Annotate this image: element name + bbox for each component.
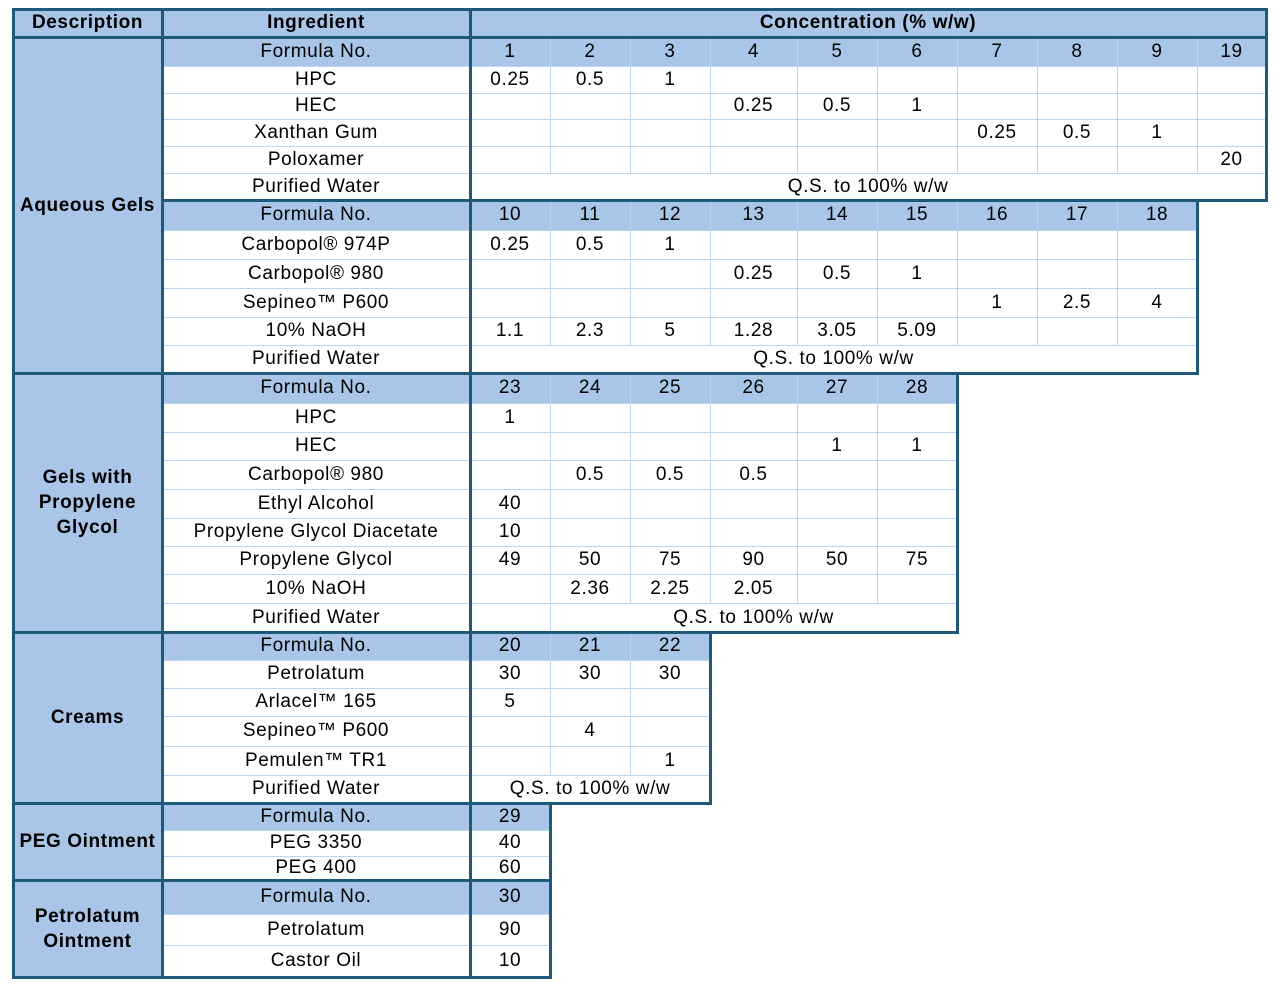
- column-gridline: [797, 373, 798, 603]
- header-ingredient: Ingredient: [162, 9, 470, 37]
- formula-number: 7: [957, 37, 1037, 66]
- row-gridline: [162, 403, 957, 404]
- section-description: Gels with Propylene Glycol: [13, 373, 162, 632]
- concentration-value: 1.1: [470, 317, 550, 345]
- block-border: [956, 372, 959, 633]
- column-gridline: [1117, 200, 1118, 345]
- concentration-value: 50: [550, 546, 630, 574]
- ingredient-name: Purified Water: [162, 603, 470, 632]
- formula-label: Formula No.: [162, 37, 470, 66]
- formula-number: 19: [1197, 37, 1266, 66]
- ingredient-name: Castor Oil: [162, 945, 470, 977]
- concentration-value: 90: [470, 914, 550, 945]
- concentration-value: [957, 93, 1037, 119]
- concentration-value: 0.25: [710, 259, 797, 288]
- row-gridline: [162, 259, 1197, 260]
- concentration-value: [877, 66, 957, 93]
- section-border: [13, 631, 163, 634]
- qs-text: Q.S. to 100% w/w: [470, 775, 710, 803]
- concentration-value: 2.05: [710, 574, 797, 603]
- block-border: [162, 631, 712, 634]
- header-description: Description: [13, 9, 162, 37]
- formula-number: 28: [877, 373, 957, 403]
- concentration-value: [710, 518, 797, 546]
- concentration-value: [957, 66, 1037, 93]
- formula-label: Formula No.: [162, 632, 470, 660]
- concentration-value: [550, 489, 630, 518]
- column-gridline: [797, 37, 798, 173]
- concentration-value: [550, 119, 630, 146]
- column-gridline: [877, 200, 878, 345]
- concentration-value: 0.5: [630, 460, 710, 489]
- column-gridline: [550, 200, 551, 345]
- concentration-value: [797, 574, 877, 603]
- formula-number: 11: [550, 200, 630, 230]
- column-border: [469, 8, 472, 979]
- concentration-value: [630, 146, 710, 173]
- formula-number: 23: [470, 373, 550, 403]
- concentration-value: [1117, 317, 1197, 345]
- concentration-value: [797, 66, 877, 93]
- block-border: [549, 802, 552, 881]
- concentration-value: [630, 716, 710, 746]
- concentration-value: 0.5: [550, 66, 630, 93]
- column-gridline: [550, 37, 551, 173]
- formula-number: 3: [630, 37, 710, 66]
- concentration-value: [470, 574, 550, 603]
- concentration-value: [550, 518, 630, 546]
- column-gridline: [797, 200, 798, 345]
- formula-number: 13: [710, 200, 797, 230]
- section-border: [13, 879, 163, 882]
- concentration-value: [630, 489, 710, 518]
- concentration-value: [710, 230, 797, 259]
- row-gridline: [162, 775, 710, 776]
- column-gridline: [710, 200, 711, 345]
- concentration-value: 0.25: [710, 93, 797, 119]
- formula-number: 30: [470, 880, 550, 914]
- outer-border: [13, 8, 1267, 11]
- concentration-value: [1117, 66, 1197, 93]
- concentration-value: [470, 146, 550, 173]
- concentration-value: 0.5: [710, 460, 797, 489]
- column-gridline: [630, 200, 631, 345]
- concentration-value: 0.5: [797, 259, 877, 288]
- block-border: [549, 879, 552, 978]
- concentration-value: [797, 288, 877, 317]
- column-gridline: [1117, 37, 1118, 173]
- formula-label: Formula No.: [162, 803, 470, 830]
- concentration-value: [470, 259, 550, 288]
- row-gridline: [162, 66, 1266, 67]
- concentration-value: 75: [877, 546, 957, 574]
- block-border: [162, 879, 552, 882]
- ingredient-name: Arlacel™ 165: [162, 688, 470, 716]
- concentration-value: [797, 146, 877, 173]
- concentration-value: 3.05: [797, 317, 877, 345]
- section-description: Petrolatum Ointment: [13, 880, 162, 977]
- row-gridline: [162, 746, 710, 747]
- concentration-value: 75: [630, 546, 710, 574]
- column-gridline: [1037, 37, 1038, 173]
- ingredient-name: Propylene Glycol Diacetate: [162, 518, 470, 546]
- concentration-value: [630, 432, 710, 460]
- ingredient-name: PEG 400: [162, 856, 470, 880]
- column-gridline: [1197, 37, 1198, 173]
- ingredient-name: HEC: [162, 432, 470, 460]
- ingredient-name: Propylene Glycol: [162, 546, 470, 574]
- row-gridline: [162, 345, 1197, 346]
- row-gridline: [162, 546, 957, 547]
- concentration-value: [797, 518, 877, 546]
- concentration-value: [550, 403, 630, 432]
- ingredient-name: Sepineo™ P600: [162, 716, 470, 746]
- column-gridline: [630, 37, 631, 173]
- row-gridline: [162, 574, 957, 575]
- ingredient-name: Purified Water: [162, 173, 470, 200]
- concentration-value: [710, 146, 797, 173]
- ingredient-name: Ethyl Alcohol: [162, 489, 470, 518]
- formula-number: 10: [470, 200, 550, 230]
- formula-number: 20: [470, 632, 550, 660]
- concentration-value: 0.5: [550, 230, 630, 259]
- concentration-value: 1: [630, 230, 710, 259]
- concentration-value: [1117, 93, 1197, 119]
- concentration-value: 40: [470, 830, 550, 856]
- section-border: [13, 802, 163, 805]
- ingredient-name: Purified Water: [162, 775, 470, 803]
- ingredient-name: 10% NaOH: [162, 317, 470, 345]
- column-gridline: [957, 37, 958, 173]
- concentration-value: 0.5: [1037, 119, 1117, 146]
- concentration-value: [877, 460, 957, 489]
- concentration-value: [630, 688, 710, 716]
- concentration-value: [710, 403, 797, 432]
- concentration-value: [1037, 259, 1117, 288]
- formula-number: 15: [877, 200, 957, 230]
- concentration-value: [550, 746, 630, 775]
- concentration-value: [470, 288, 550, 317]
- row-gridline: [162, 288, 1197, 289]
- concentration-value: 1: [630, 66, 710, 93]
- concentration-value: [710, 66, 797, 93]
- column-gridline: [550, 632, 551, 775]
- formula-number: 12: [630, 200, 710, 230]
- formula-number: 1: [470, 37, 550, 66]
- concentration-value: [877, 230, 957, 259]
- ingredient-name: Carbopol® 980: [162, 460, 470, 489]
- qs-text: Q.S. to 100% w/w: [470, 173, 1266, 200]
- concentration-value: [877, 403, 957, 432]
- concentration-value: 49: [470, 546, 550, 574]
- concentration-value: [1037, 146, 1117, 173]
- concentration-value: 0.25: [957, 119, 1037, 146]
- section-border: [13, 372, 163, 375]
- concentration-value: 4: [550, 716, 630, 746]
- concentration-value: [1037, 66, 1117, 93]
- block-border: [162, 976, 552, 979]
- concentration-value: 30: [550, 660, 630, 688]
- concentration-value: 0.5: [550, 460, 630, 489]
- row-gridline: [162, 173, 1266, 174]
- concentration-value: [797, 119, 877, 146]
- row-gridline: [162, 856, 550, 857]
- concentration-value: 2.25: [630, 574, 710, 603]
- formula-number: 2: [550, 37, 630, 66]
- concentration-value: [797, 460, 877, 489]
- concentration-value: [1117, 146, 1197, 173]
- concentration-value: [877, 574, 957, 603]
- block-border: [1196, 199, 1199, 374]
- concentration-value: 20: [1197, 146, 1266, 173]
- column-gridline: [710, 373, 711, 603]
- concentration-value: 0.5: [797, 93, 877, 119]
- concentration-value: [630, 403, 710, 432]
- concentration-value: 1.28: [710, 317, 797, 345]
- concentration-value: [470, 432, 550, 460]
- column-gridline: [877, 373, 878, 603]
- column-border: [161, 8, 164, 979]
- concentration-value: 4: [1117, 288, 1197, 317]
- formula-number: 21: [550, 632, 630, 660]
- ingredient-name: HPC: [162, 403, 470, 432]
- concentration-value: [957, 259, 1037, 288]
- concentration-value: 5: [470, 688, 550, 716]
- formula-label: Formula No.: [162, 200, 470, 230]
- concentration-value: [797, 230, 877, 259]
- concentration-value: [1197, 93, 1266, 119]
- row-gridline: [162, 945, 550, 946]
- formula-number: 5: [797, 37, 877, 66]
- formula-number: 6: [877, 37, 957, 66]
- ingredient-name: Purified Water: [162, 345, 470, 373]
- concentration-value: [1117, 230, 1197, 259]
- formula-number: 9: [1117, 37, 1197, 66]
- concentration-value: [1197, 66, 1266, 93]
- ingredient-name: Petrolatum: [162, 660, 470, 688]
- row-gridline: [162, 317, 1197, 318]
- concentration-value: 0.25: [470, 66, 550, 93]
- ingredient-name: Carbopol® 980: [162, 259, 470, 288]
- section-description: PEG Ointment: [13, 803, 162, 880]
- concentration-value: [470, 603, 550, 632]
- row-gridline: [162, 93, 1266, 94]
- concentration-value: [550, 688, 630, 716]
- row-gridline: [162, 230, 1197, 231]
- row-gridline: [162, 489, 957, 490]
- concentration-value: [877, 489, 957, 518]
- ingredient-name: Poloxamer: [162, 146, 470, 173]
- block-border: [162, 372, 959, 375]
- block-border: [162, 199, 1199, 202]
- ingredient-name: HEC: [162, 93, 470, 119]
- concentration-value: 5.09: [877, 317, 957, 345]
- block-border: [162, 36, 1268, 39]
- concentration-value: [1037, 93, 1117, 119]
- concentration-value: [1037, 317, 1117, 345]
- column-gridline: [877, 37, 878, 173]
- formula-number: 8: [1037, 37, 1117, 66]
- concentration-value: 0.25: [470, 230, 550, 259]
- ingredient-name: 10% NaOH: [162, 574, 470, 603]
- concentration-value: [710, 432, 797, 460]
- row-gridline: [162, 716, 710, 717]
- concentration-value: [957, 230, 1037, 259]
- concentration-value: [550, 93, 630, 119]
- concentration-value: [470, 93, 550, 119]
- section-description: Aqueous Gels: [13, 37, 162, 373]
- concentration-value: 60: [470, 856, 550, 880]
- column-gridline: [1037, 200, 1038, 345]
- concentration-value: [797, 489, 877, 518]
- row-gridline: [162, 432, 957, 433]
- ingredient-name: Petrolatum: [162, 914, 470, 945]
- concentration-value: 1: [877, 259, 957, 288]
- concentration-value: 2.36: [550, 574, 630, 603]
- concentration-value: [877, 288, 957, 317]
- concentration-value: [710, 489, 797, 518]
- qs-text: Q.S. to 100% w/w: [470, 345, 1197, 373]
- concentration-value: 10: [470, 945, 550, 977]
- formula-number: 26: [710, 373, 797, 403]
- ingredient-name: Carbopol® 974P: [162, 230, 470, 259]
- concentration-value: 40: [470, 489, 550, 518]
- concentration-value: 1: [630, 746, 710, 775]
- row-gridline: [162, 460, 957, 461]
- concentration-value: [630, 93, 710, 119]
- concentration-value: [630, 288, 710, 317]
- concentration-value: [710, 288, 797, 317]
- concentration-value: 1: [877, 93, 957, 119]
- concentration-value: [470, 119, 550, 146]
- ingredient-name: Xanthan Gum: [162, 119, 470, 146]
- column-gridline: [630, 632, 631, 775]
- formula-number: 4: [710, 37, 797, 66]
- concentration-value: [470, 460, 550, 489]
- concentration-value: [550, 432, 630, 460]
- concentration-value: [957, 317, 1037, 345]
- row-gridline: [162, 830, 550, 831]
- ingredient-name: Pemulen™ TR1: [162, 746, 470, 775]
- formula-number: 14: [797, 200, 877, 230]
- concentration-value: 5: [630, 317, 710, 345]
- concentration-value: [797, 403, 877, 432]
- formula-number: 27: [797, 373, 877, 403]
- concentration-value: [470, 746, 550, 775]
- column-gridline: [630, 373, 631, 603]
- concentration-value: [877, 119, 957, 146]
- concentration-value: [877, 146, 957, 173]
- formula-number: 25: [630, 373, 710, 403]
- concentration-value: 50: [797, 546, 877, 574]
- column-gridline: [710, 37, 711, 173]
- ingredient-name: Sepineo™ P600: [162, 288, 470, 317]
- concentration-value: 1: [797, 432, 877, 460]
- row-gridline: [162, 119, 1266, 120]
- concentration-value: 90: [710, 546, 797, 574]
- concentration-value: 30: [470, 660, 550, 688]
- concentration-value: [877, 518, 957, 546]
- concentration-value: [550, 259, 630, 288]
- formula-label: Formula No.: [162, 373, 470, 403]
- row-gridline: [162, 518, 957, 519]
- concentration-value: [630, 259, 710, 288]
- block-border: [1265, 36, 1268, 201]
- concentration-value: 1: [1117, 119, 1197, 146]
- section-description: Creams: [13, 632, 162, 803]
- section-border: [13, 976, 163, 979]
- concentration-value: [1117, 259, 1197, 288]
- row-gridline: [162, 688, 710, 689]
- formula-number: 24: [550, 373, 630, 403]
- concentration-value: 1: [957, 288, 1037, 317]
- concentration-value: 10: [470, 518, 550, 546]
- concentration-value: [550, 288, 630, 317]
- formula-number: 17: [1037, 200, 1117, 230]
- outer-border: [12, 8, 15, 979]
- formula-number: 29: [470, 803, 550, 830]
- ingredient-name: PEG 3350: [162, 830, 470, 856]
- concentration-value: [630, 518, 710, 546]
- row-gridline: [162, 603, 957, 604]
- formula-number: 18: [1117, 200, 1197, 230]
- concentration-value: [470, 716, 550, 746]
- formula-number: 22: [630, 632, 710, 660]
- concentration-value: [630, 119, 710, 146]
- header-concentration: Concentration (% w/w): [470, 9, 1266, 37]
- row-gridline: [162, 146, 1266, 147]
- concentration-value: [710, 119, 797, 146]
- concentration-value: 2.5: [1037, 288, 1117, 317]
- row-gridline: [162, 660, 710, 661]
- concentration-value: 1: [877, 432, 957, 460]
- concentration-value: [550, 146, 630, 173]
- concentration-value: 30: [630, 660, 710, 688]
- concentration-value: 2.3: [550, 317, 630, 345]
- block-border: [162, 802, 552, 805]
- ingredient-name: HPC: [162, 66, 470, 93]
- concentration-value: [1197, 119, 1266, 146]
- concentration-value: [1037, 230, 1117, 259]
- qs-text: Q.S. to 100% w/w: [550, 603, 957, 632]
- formula-number: 16: [957, 200, 1037, 230]
- column-gridline: [550, 373, 551, 632]
- block-border: [709, 631, 712, 804]
- concentration-value: [957, 146, 1037, 173]
- formula-label: Formula No.: [162, 880, 470, 914]
- row-gridline: [162, 914, 550, 915]
- concentration-value: 1: [470, 403, 550, 432]
- column-gridline: [957, 200, 958, 345]
